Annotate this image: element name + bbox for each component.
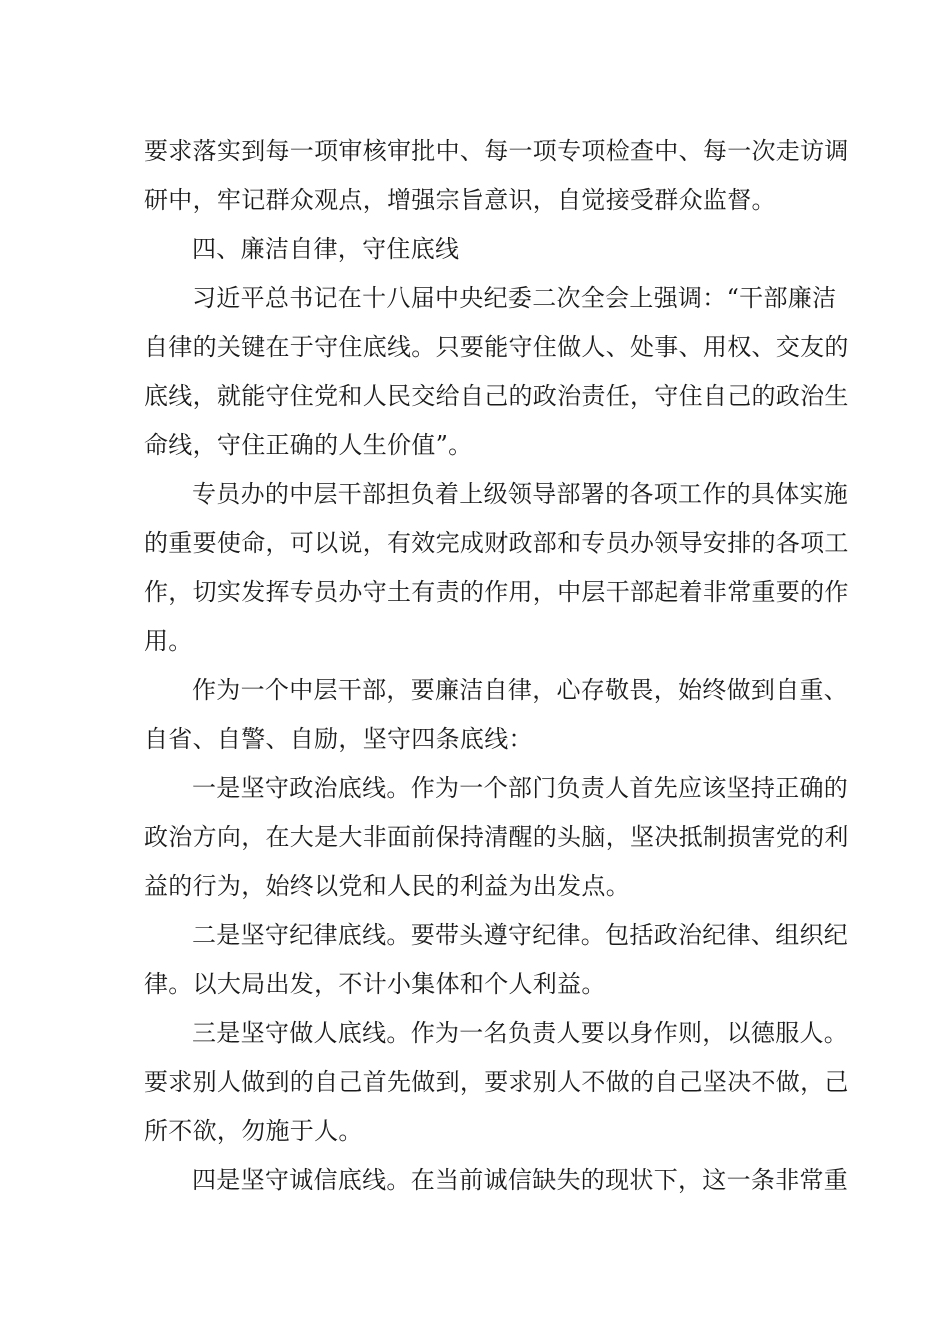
text-line: 所不欲，勿施于人。	[144, 1117, 363, 1145]
text-line: 用。	[144, 627, 193, 655]
text-line: 命线，守住正确的人生价值”。	[144, 431, 473, 459]
text-line: 律。以大局出发，不计小集体和个人利益。	[144, 970, 606, 998]
document-page	[144, 127, 849, 1205]
text-line: 自省、自警、自励，坚守四条底线：	[144, 725, 533, 753]
text-line: 一是坚守政治底线。作为一个部门负责人首先应该坚持正确的	[192, 774, 849, 802]
text-line: 政治方向，在大是大非面前保持清醒的头脑，坚决抵制损害党的利	[144, 823, 849, 851]
text-line: 四是坚守诚信底线。在当前诚信缺失的现状下，这一条非常重	[192, 1166, 849, 1194]
text-line: 要求别人做到的自己首先做到，要求别人不做的自己坚决不做，己	[144, 1068, 849, 1096]
text-line: 专员办的中层干部担负着上级领导部署的各项工作的具体实施	[192, 480, 849, 508]
text-line: 研中，牢记群众观点，增强宗旨意识，自觉接受群众监督。	[144, 186, 776, 214]
text-line: 作，切实发挥专员办守土有责的作用，中层干部起着非常重要的作	[144, 578, 849, 606]
section-heading: 四、廉洁自律，守住底线	[192, 235, 460, 263]
text-line: 三是坚守做人底线。作为一名负责人要以身作则，以德服人。	[192, 1019, 849, 1047]
text-line: 自律的关键在于守住底线。只要能守住做人、处事、用权、交友的	[144, 333, 849, 361]
text-line: 益的行为，始终以党和人民的利益为出发点。	[144, 872, 630, 900]
text-line: 习近平总书记在十八届中央纪委二次全会上强调：“干部廉洁	[192, 284, 837, 312]
text-line: 作为一个中层干部，要廉洁自律，心存敬畏，始终做到自重、	[192, 676, 849, 704]
text-line: 二是坚守纪律底线。要带头遵守纪律。包括政治纪律、组织纪	[192, 921, 849, 949]
text-line: 的重要使命，可以说，有效完成财政部和专员办领导安排的各项工	[144, 529, 849, 557]
text-line: 要求落实到每一项审核审批中、每一项专项检查中、每一次走访调	[144, 137, 849, 165]
text-line: 底线，就能守住党和人民交给自己的政治责任，守住自己的政治生	[144, 382, 849, 410]
